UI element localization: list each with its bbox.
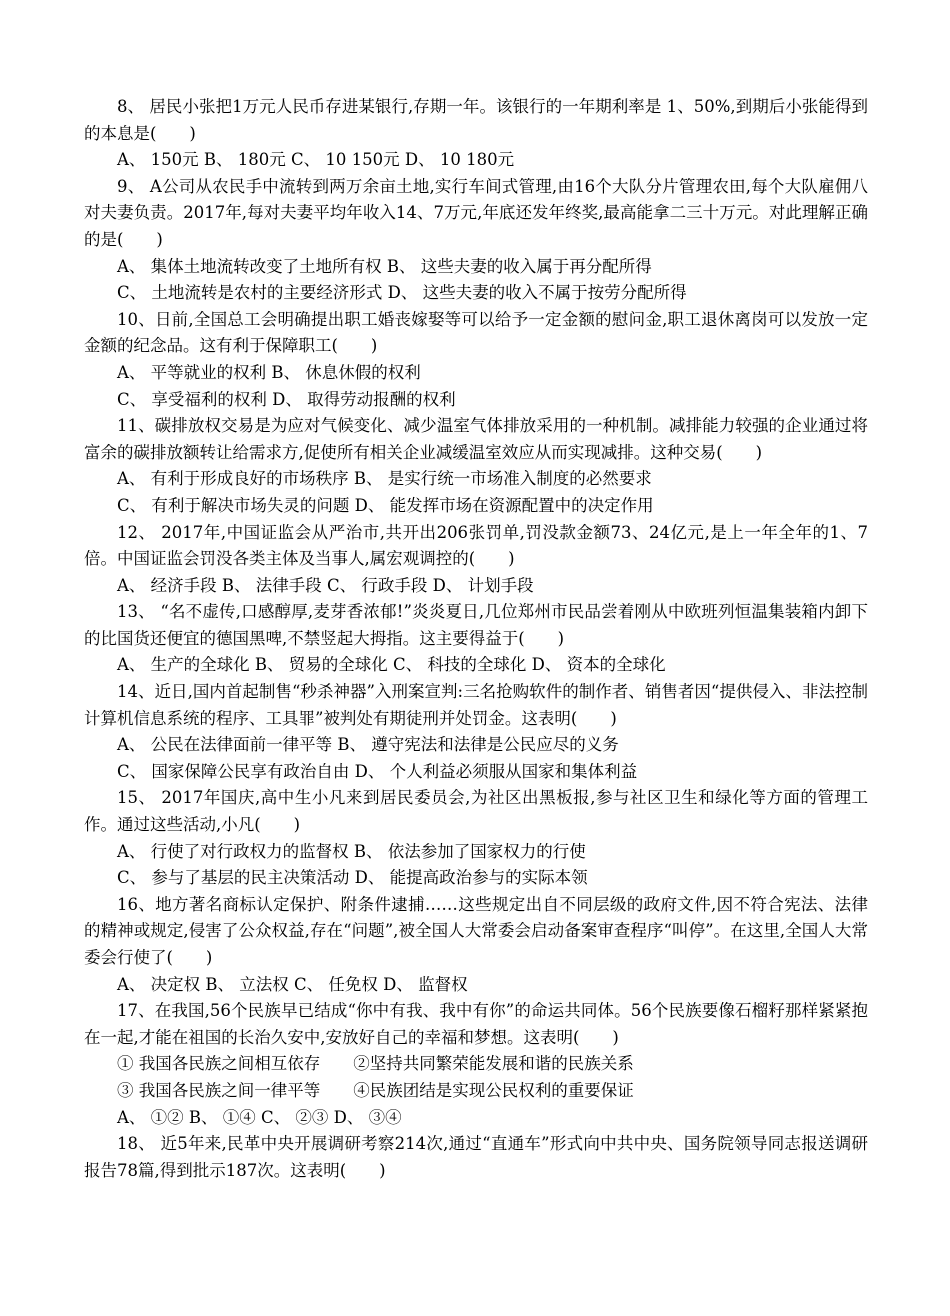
question-10-stem: 10、日前,全国总工会明确提出职工婚丧嫁娶等可以给予一定金额的慰问金,职工退休离岗可以发放一定金额的纪念品。这有利于保障职工( ) bbox=[84, 309, 868, 356]
question-12 bbox=[84, 520, 868, 600]
question-8-stem: 8、 居民小张把1万元人民币存进某银行,存期一年。该银行的一年期利率是 1、50%,到期后小张能得到的本息是( ) bbox=[84, 97, 868, 143]
question-18-stem: 18、 近5年来,民革中央开展调研考察214次,通过“直通车”形式向中共中央、国务院领导同志报送调研报告78篇,得到批示187次。这表明( ) bbox=[84, 1134, 868, 1180]
question-11-stem: 11、碳排放权交易是为应对气候变化、减少温室气体排放采用的一种机制。减排能力较强的企业通过将富余的碳排放额转让给需求方,促使所有相关企业减缓温室效应从而实现减排。这种交易( ) bbox=[84, 416, 868, 462]
question-11-options-ab: A、 有利于形成良好的市场秩序 B、 是实行统一市场准入制度的必然要求 bbox=[117, 469, 652, 489]
question-17 bbox=[84, 998, 868, 1131]
question-13 bbox=[84, 599, 868, 679]
question-8 bbox=[84, 94, 868, 174]
question-10-options-ab: A、 平等就业的权利 B、 休息休假的权利 bbox=[117, 362, 421, 382]
question-16 bbox=[84, 892, 868, 998]
question-18 bbox=[84, 1131, 868, 1184]
question-13-stem: 13、 “名不虚传,口感醇厚,麦芽香浓郁!”炎炎夏日,几位郑州市民品尝着刚从中欧班列恒温集装箱内卸下的比国货还便宜的德国黑啤,不禁竖起大拇指。这主要得益于( ) bbox=[84, 602, 868, 648]
question-14-options-cd: C、 国家保障公民享有政治自由 D、 个人利益必须服从国家和集体利益 bbox=[117, 761, 638, 781]
question-17-stem: 17、在我国,56个民族早已结成“你中有我、我中有你”的命运共同体。56个民族要像石榴籽那样紧紧抱在一起,才能在祖国的长治久安中,安放好自己的幸福和梦想。这表明( ) bbox=[84, 1001, 868, 1047]
question-15-options-ab: A、 行使了对行政权力的监督权 B、 依法参加了国家权力的行使 bbox=[117, 841, 586, 861]
question-11-options-cd: C、 有利于解决市场失灵的问题 D、 能发挥市场在资源配置中的决定作用 bbox=[117, 495, 654, 515]
question-10 bbox=[84, 307, 868, 413]
question-17-options: A、 ①② B、 ①④ C、 ②③ D、 ③④ bbox=[117, 1107, 402, 1127]
question-10-options-cd: C、 享受福利的权利 D、 取得劳动报酬的权利 bbox=[117, 389, 456, 409]
question-12-stem: 12、 2017年,中国证监会从严治市,共开出206张罚单,罚没款金额73、24亿元,是上一年全年的1、7倍。中国证监会罚没各类主体及当事人,属宏观调控的( ) bbox=[84, 522, 868, 569]
question-12-options: A、 经济手段 B、 法律手段 C、 行政手段 D、 计划手段 bbox=[117, 575, 534, 595]
question-14-stem: 14、近日,国内首起制售“秒杀神器”入刑案宣判:三名抢购软件的制作者、销售者因“提供侵入、非法控制计算机信息系统的程序、工具罪”被判处有期徒刑并处罚金。这表明( ) bbox=[84, 682, 868, 728]
question-13-options: A、 生产的全球化 B、 贸易的全球化 C、 科技的全球化 D、 资本的全球化 bbox=[117, 655, 666, 675]
question-8-options: A、 150元 B、 180元 C、 10 150元 D、 10 180元 bbox=[117, 150, 515, 170]
question-9 bbox=[84, 174, 868, 307]
question-14 bbox=[84, 679, 868, 785]
question-15-options-cd: C、 参与了基层的民主决策活动 D、 能提高政治参与的实际本领 bbox=[117, 868, 588, 888]
question-16-stem: 16、地方著名商标认定保护、附条件逮捕……这些规定出自不同层级的政府文件,因不符合宪法、法律的精神或规定,侵害了公众权益,存在“问题”,被全国人大常委会启动备案审查程序“叫停”。在这里,全国人大常委会行使了( ) bbox=[84, 894, 868, 967]
question-9-options-cd: C、 土地流转是农村的主要经济形式 D、 这些夫妻的收入不属于按劳分配所得 bbox=[117, 283, 687, 303]
question-15 bbox=[84, 785, 868, 891]
question-14-options-ab: A、 公民在法律面前一律平等 B、 遵守宪法和法律是公民应尽的义务 bbox=[117, 735, 619, 755]
question-16-options: A、 决定权 B、 立法权 C、 任免权 D、 监督权 bbox=[117, 974, 468, 994]
question-9-stem: 9、 A公司从农民手中流转到两万余亩土地,实行车间式管理,由16个大队分片管理农田,每个大队雇佣八对夫妻负责。2017年,每对夫妻平均年收入14、7万元,年底还发年终奖,最高能拿二三十万元。对此理解正确的是( ) bbox=[84, 176, 868, 249]
question-9-options-ab: A、 集体土地流转改变了土地所有权 B、 这些夫妻的收入属于再分配所得 bbox=[117, 256, 652, 276]
question-11 bbox=[84, 413, 868, 519]
question-17-statements-12: ① 我国各民族之间相互依存 ②坚持共同繁荣能发展和谐的民族关系 bbox=[117, 1054, 634, 1074]
question-15-stem: 15、 2017年国庆,高中生小凡来到居民委员会,为社区出黑板报,参与社区卫生和绿化等方面的管理工作。通过这些活动,小凡( ) bbox=[84, 788, 868, 835]
question-17-statements-34: ③ 我国各民族之间一律平等 ④民族团结是实现公民权利的重要保证 bbox=[117, 1080, 634, 1100]
